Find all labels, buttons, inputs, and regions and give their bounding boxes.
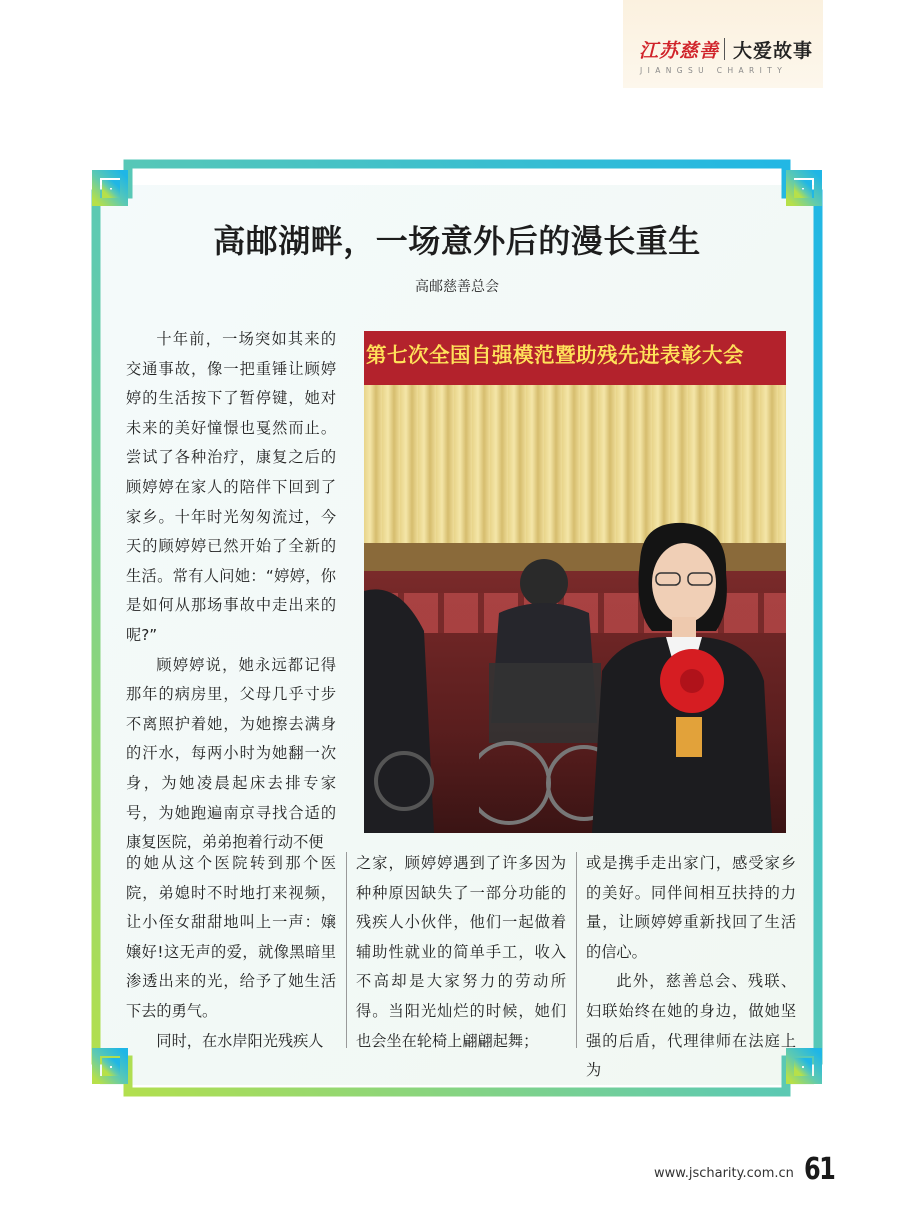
column-divider [346, 852, 347, 1048]
section-name: 大爱故事 [733, 40, 814, 62]
brand-english: JIANGSU CHARITY [640, 66, 788, 75]
honoree-figure [592, 521, 772, 833]
paragraph: 十年前，一场突如其来的交通事故，像一把重锤让顾婷婷的生活按下了暂停键，她对未来的美好憧憬也戛然而止。尝试了各种治疗，康复之后的顾婷婷在家人的陪伴下回到了家乡。十年时光匆匆流过，今天的顾婷婷已然开始了全新的生活。常有人问她：“婷婷，你是如何从那场事故中走出来的呢?” [126, 330, 336, 644]
paragraph: 的她从这个医院转到那个医院，弟媳时不时地打来视频，让小侄女甜甜地叫上一声：嬢嬢好!这无声的爱，就像黑暗里渗透出来的光，给予了她生活下去的勇气。 [126, 854, 336, 1020]
brand-logo: 江苏慈善 [639, 40, 720, 62]
paragraph: 或是携手走出家门，感受家乡的美好。同伴间相互扶持的力量，让顾婷婷重新找回了生活的信心。 [586, 854, 796, 961]
column-3 [586, 849, 796, 1086]
paragraph: 同时，在水岸阳光残疾人 [156, 1031, 324, 1050]
article-title: 高邮湖畔，一场意外后的漫长重生 [213, 222, 701, 260]
column-1-top [126, 325, 336, 858]
paragraph: 之家，顾婷婷遇到了许多因为种种原因缺失了一部分功能的残疾人小伙伴，他们一起做着辅助性就业的简单手工，收入不高却是大家努力的劳动所得。当阳光灿烂的时候，她们也会坐在轮椅上翩翩起舞； [356, 854, 566, 1050]
wheelchair-attendee [479, 553, 609, 833]
banner-text: 第七次全国自强模范暨助残先进表彰大会 [366, 343, 744, 367]
article-byline: 高邮慈善总会 [415, 279, 499, 295]
website-url: www.jscharity.com.cn [654, 1166, 794, 1181]
page-number: 61 [804, 1152, 835, 1187]
column-divider [576, 852, 577, 1048]
paragraph: 此外，慈善总会、残联、妇联始终在她的身边，做她坚强的后盾，代理律师在法庭上为 [586, 972, 796, 1080]
attendee-figure [364, 571, 434, 833]
event-photo [364, 331, 786, 833]
column-1-bottom [126, 849, 336, 1056]
column-2 [356, 849, 566, 1056]
photo-banner [364, 331, 786, 385]
paragraph: 顾婷婷说，她永远都记得那年的病房里，父母几乎寸步不离照护着她，为她擦去满身的汗水，每两小时为她翻一次身，为她凌晨起床去排专家号，为她跑遍南京寻找合适的康复医院，弟弟抱着行动不便 [126, 655, 336, 852]
